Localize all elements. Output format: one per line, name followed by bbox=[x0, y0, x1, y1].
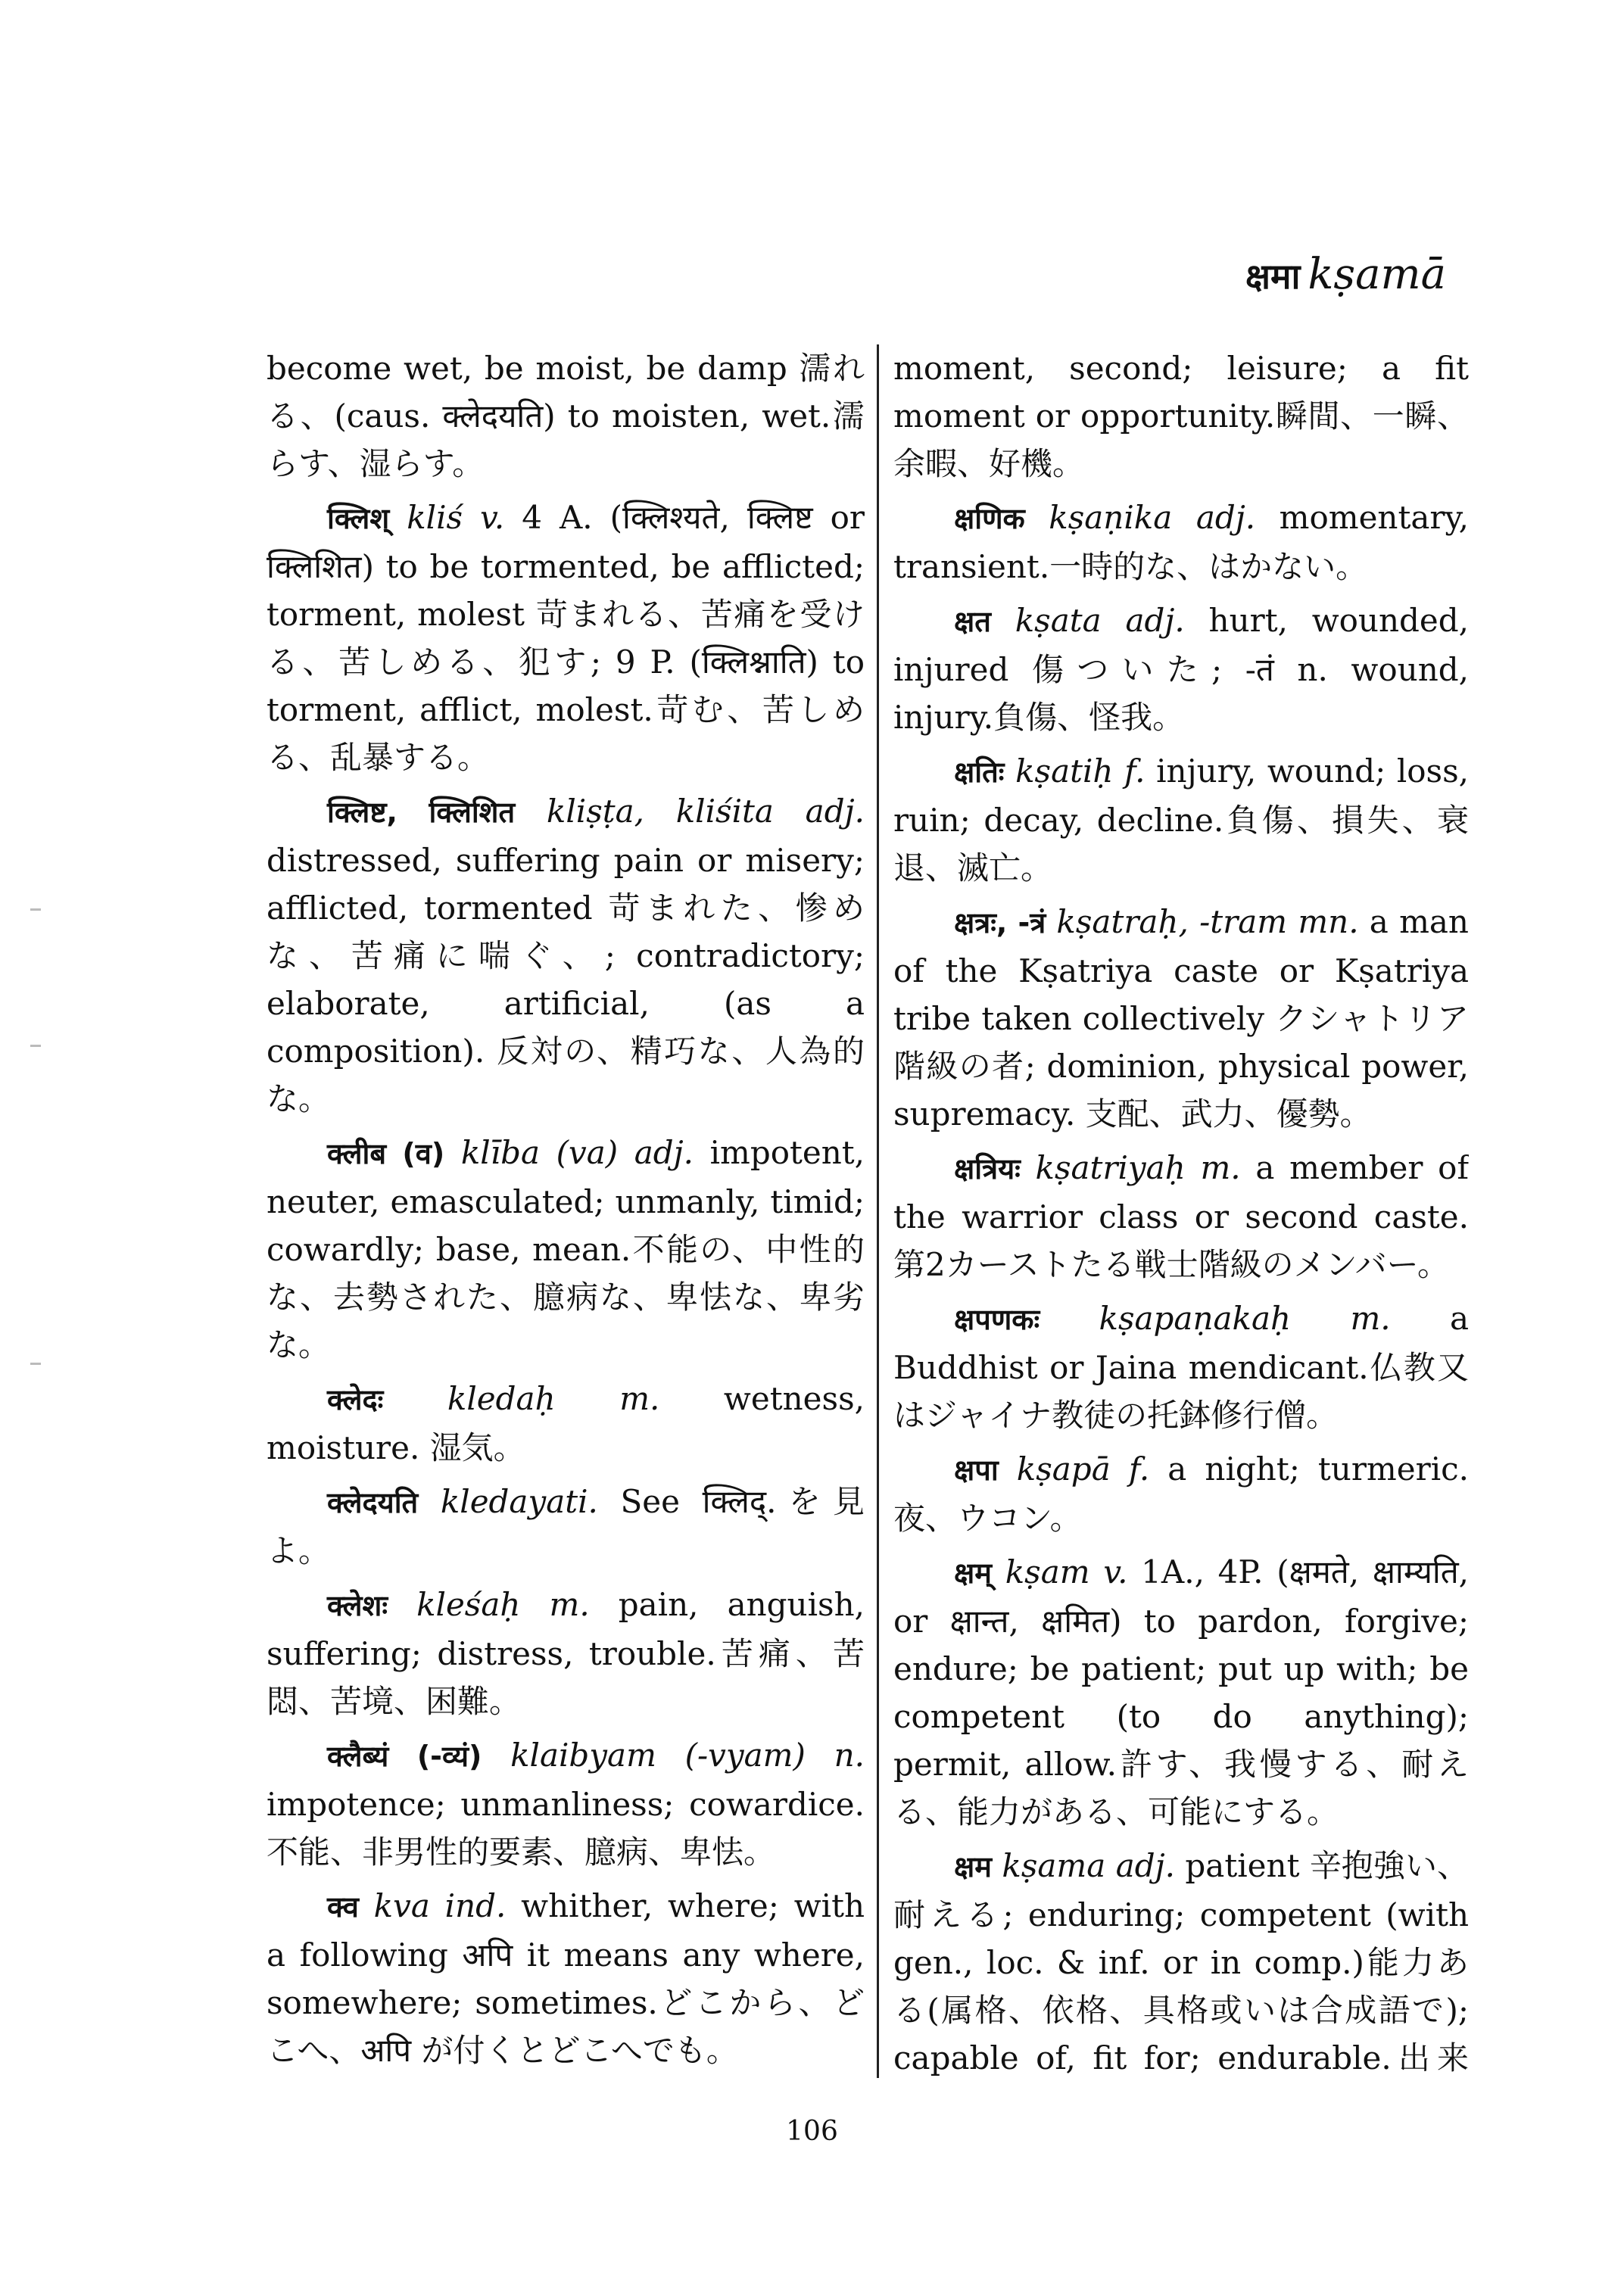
dictionary-entry bbox=[893, 1144, 1469, 1288]
entry-headword: क्षतिः bbox=[954, 756, 1005, 789]
entry-headword: क्षत्रः, -त्रं bbox=[954, 906, 1046, 939]
entry-continuation bbox=[267, 344, 865, 488]
dictionary-entry bbox=[893, 494, 1469, 590]
entry-definition: momentary, transient.一時的な、はかない。 bbox=[893, 499, 1469, 585]
entry-transliteration: kva bbox=[373, 1887, 430, 1924]
entry-grammar: adj. bbox=[805, 793, 865, 830]
entry-continuation bbox=[893, 344, 1469, 488]
entry-grammar: f. bbox=[1124, 752, 1146, 790]
entry-headword: क्लिश् bbox=[327, 502, 390, 535]
entry-grammar: adj. bbox=[1195, 499, 1256, 536]
entry-transliteration: kṣapā bbox=[1016, 1450, 1111, 1488]
dictionary-entry bbox=[893, 1445, 1469, 1542]
entry-transliteration: kṣapaṇakaḥ bbox=[1099, 1300, 1292, 1337]
entry-transliteration: klība (va) bbox=[460, 1134, 619, 1171]
entry-definition: distressed, suffering pain or misery; afflicted, tormented 苛まれた、惨めな、苦痛に喘ぐ、; contradictory; elaborate, artificial, (as a composition). 反対の、精巧な、人為的な。 bbox=[267, 842, 865, 1117]
entry-definition: a member of the warrior class or second caste.第2カーストたる戦士階級のメンバー。 bbox=[893, 1149, 1469, 1283]
entry-transliteration: kṣata bbox=[1015, 602, 1102, 639]
entry-transliteration: kṣama bbox=[1002, 1847, 1106, 1884]
entry-definition: See क्लिद्.を見よ。 bbox=[267, 1483, 865, 1569]
entry-headword: क्षम bbox=[954, 1850, 992, 1883]
entry-grammar: f. bbox=[1128, 1450, 1150, 1488]
entry-definition: 4 A. (क्लिश्यते, क्लिष्ट or क्लिशित) to be tormented, be afflicted; torment, molest 苛まれる、苦痛を受ける、苦しめる、犯す; 9 P. (क्लिश्नाति) to torment, afflict, molest.苛む、苦しめる、乱暴する。 bbox=[267, 499, 865, 776]
entry-grammar: v. bbox=[1103, 1553, 1128, 1590]
entry-headword: क्लेशः bbox=[327, 1589, 388, 1622]
entry-definition: a Buddhist or Jaina mendicant.仏教又はジャイナ教徒の托鉢修行僧。 bbox=[893, 1300, 1469, 1434]
entry-grammar: adj. bbox=[1125, 602, 1185, 639]
dictionary-entry bbox=[893, 898, 1469, 1138]
entry-definition: injury, wound; loss, ruin; decay, decline.負傷、損失、衰退、滅亡。 bbox=[893, 752, 1469, 886]
entry-headword: क्षपा bbox=[954, 1453, 999, 1487]
entry-headword: क्लीब (व) bbox=[327, 1137, 445, 1170]
header-devanagari: क्षमा bbox=[1245, 256, 1301, 297]
entry-definition: patient 辛抱強い、耐える; enduring; competent (with gen., loc. & inf. or in comp.)能力ある(属格、依格、具格或いは合成語で); capable of, fit for; endurable.出来 bbox=[893, 1847, 1469, 2076]
entry-transliteration: kliṣṭa, kliśita bbox=[546, 793, 774, 830]
dictionary-entry bbox=[267, 1375, 865, 1472]
entry-transliteration: kṣaṇika bbox=[1049, 499, 1173, 536]
entry-grammar: mn. bbox=[1298, 903, 1359, 940]
entry-grammar: m. bbox=[1350, 1300, 1391, 1337]
left-column bbox=[267, 344, 865, 2078]
entry-definition: a night; turmeric.夜、ウコン。 bbox=[893, 1450, 1469, 1537]
entry-grammar: v. bbox=[480, 499, 505, 536]
scan-mark bbox=[30, 1045, 41, 1047]
entry-transliteration: kliś bbox=[407, 499, 463, 536]
entry-transliteration: klaibyam (-vyam) bbox=[510, 1737, 806, 1774]
scan-mark bbox=[30, 908, 41, 911]
entry-definition: whither, where; with a following अपि it means any where, somewhere; sometimes.どこから、どこへ、अपि が付くとどこへでも。 bbox=[267, 1887, 865, 2069]
entry-transliteration: kṣatriyaḥ bbox=[1035, 1149, 1186, 1186]
entry-definition: become wet, be moist, be damp 濡れる、(caus. क्लेदयति) to moisten, wet.濡らす、湿らす。 bbox=[267, 350, 865, 482]
entry-grammar: ind. bbox=[444, 1887, 507, 1924]
entry-headword: क्षम् bbox=[954, 1556, 992, 1590]
entry-definition: impotent, neuter, emasculated; unmanly, timid; cowardly; base, mean.不能の、中性的な、去勢された、臆病な、卑怯な、卑劣な。 bbox=[267, 1134, 865, 1363]
right-column bbox=[893, 344, 1469, 2078]
entry-definition: impotence; unmanliness; cowardice. 不能、非男性的要素、臆病、卑怯。 bbox=[267, 1786, 865, 1871]
entry-headword: क्लिष्ट, क्लिशित bbox=[327, 796, 516, 829]
entry-definition: 1A., 4P. (क्षमते, क्षाम्यति, or क्षान्त, क्षमित) to pardon, forgive; endure; be patient; put up with; be competent (to do anything); permit, allow.許す、我慢する、耐える、能力がある、可能にする。 bbox=[893, 1553, 1469, 1830]
dictionary-entry bbox=[267, 787, 865, 1123]
entry-transliteration: kledayati. bbox=[440, 1483, 598, 1520]
dictionary-entry bbox=[893, 1548, 1469, 1836]
entry-definition: pain, anguish, suffering; distress, trouble.苦痛、苦悶、苦境、困難。 bbox=[267, 1586, 865, 1720]
entry-headword: क्षणिक bbox=[954, 502, 1025, 535]
dictionary-entry bbox=[267, 1731, 865, 1876]
entry-headword: क्लैब्यं (-व्यं) bbox=[327, 1740, 482, 1773]
entry-headword: क्व bbox=[327, 1890, 359, 1924]
entry-grammar: adj. bbox=[634, 1134, 694, 1171]
entry-transliteration: kledaḥ bbox=[447, 1380, 556, 1417]
entry-headword: क्लेदयति bbox=[327, 1486, 419, 1519]
dictionary-entry bbox=[893, 1842, 1469, 2078]
entry-grammar: adj. bbox=[1115, 1847, 1176, 1884]
entry-transliteration: kṣatraḥ, -tram bbox=[1056, 903, 1288, 940]
column-divider bbox=[877, 344, 879, 2078]
entry-headword: क्लेदः bbox=[327, 1383, 384, 1416]
entry-transliteration: kṣatiḥ bbox=[1015, 752, 1114, 790]
entry-transliteration: kṣam bbox=[1005, 1553, 1090, 1590]
running-header bbox=[1245, 250, 1446, 299]
dictionary-entry bbox=[893, 597, 1469, 741]
entry-grammar: m. bbox=[1200, 1149, 1241, 1186]
page-number: 106 bbox=[786, 2116, 838, 2147]
dictionary-entry bbox=[267, 1478, 865, 1575]
entry-grammar: m. bbox=[619, 1380, 660, 1417]
dictionary-entry bbox=[267, 1129, 865, 1369]
scan-mark bbox=[30, 1363, 41, 1365]
dictionary-entry bbox=[267, 494, 865, 781]
entry-definition: hurt, wounded, injured 傷ついた; -तं n. wound, injury.負傷、怪我。 bbox=[893, 602, 1469, 736]
entry-grammar: m. bbox=[549, 1586, 590, 1623]
entry-headword: क्षपणकः bbox=[954, 1303, 1040, 1336]
entry-grammar: n. bbox=[834, 1737, 865, 1774]
entry-headword: क्षत्रियः bbox=[954, 1152, 1021, 1185]
header-roman: kṣamā bbox=[1308, 250, 1446, 299]
entry-definition: moment, second; leisure; a fit moment or opportunity.瞬間、一瞬、余暇、好機。 bbox=[893, 350, 1469, 482]
dictionary-entry bbox=[893, 1294, 1469, 1439]
dictionary-entry bbox=[267, 1581, 865, 1725]
dictionary-entry bbox=[893, 747, 1469, 892]
entry-definition: a man of the Kṣatriya caste or Kṣatriya tribe taken collectively クシャトリア階級の者; dominion, physical power, supremacy. 支配、武力、優勢。 bbox=[893, 903, 1469, 1132]
entry-transliteration: kleśaḥ bbox=[416, 1586, 521, 1623]
entry-definition: wetness, moisture. 湿気。 bbox=[267, 1380, 865, 1466]
entry-headword: क्षत bbox=[954, 605, 991, 638]
dictionary-entry bbox=[267, 1882, 865, 2074]
